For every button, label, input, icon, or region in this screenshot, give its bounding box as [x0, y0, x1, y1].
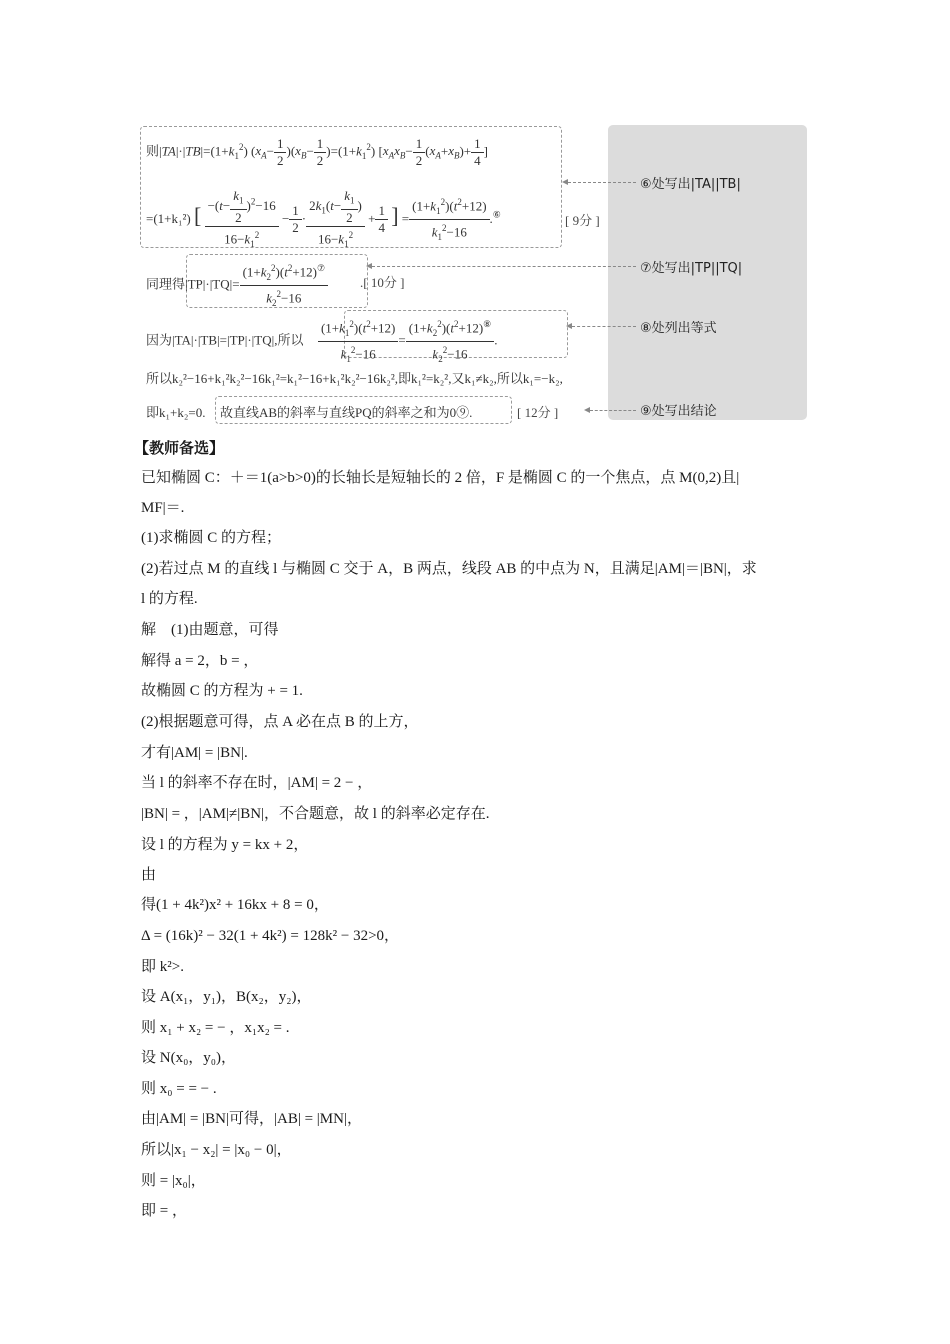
solution-line: 当 l 的斜率不存在时，|AM| = 2 − ，	[141, 775, 373, 791]
problem-q1: (1)求椭圆 C 的方程；	[141, 530, 281, 546]
section-title: 【教师备选】	[134, 439, 225, 457]
solution-line: Δ = (16k)² − 32(1 + 4k²) = 128k² − 32>0，	[141, 928, 400, 944]
formula-row-5: 所以k₂²−16+k₁²k₂²−16k₁²=k₁²−16+k₁²k₂²−16k₂²,即k₁²=k₂²,又k₁≠k₂,所以k₁=−k₂,	[146, 371, 563, 386]
formula-row-4: 因为|TA|·|TB|=|TP|·|TQ|,所以 $\frac{(1+k_1^2)(t^2+12)}{k_1^2-16}$ = $\frac{(1+k_2^2)(t^2+12)^⑧}{k_2^2-16}$ .	[146, 316, 497, 367]
formula-row-1: 则$|TA|\cdot|TB|=(1+k_1^2)$ ($x_A-$ $\frac{1}{2}$ )($x_B-$ $\frac{1}{2}$ )$=(1+k_1^2)$ [$x_Ax_B-$ $\frac{1}{2}$ $(x_A+x_B)+$ $\frac{1}{4}$ ]	[146, 136, 488, 168]
solution-line: 设 A(x₁，y₁)，B(x₂，y₂)，	[141, 989, 312, 1005]
solution-line: 解得 a = 2，b = ，	[141, 653, 259, 669]
solution-line: (2)根据题意可得，点 A 必在点 B 的上方，	[141, 714, 419, 730]
row3-prefix: 同理得|TP|·|TQ|=	[146, 276, 240, 292]
row2-left: =(1+k₁²)	[146, 210, 191, 226]
solution-line: 设 N(x₀，y₀)，	[141, 1050, 237, 1066]
score-10: .[ 10分 ]	[360, 275, 405, 290]
solution-line: 才有|AM| = |BN|.	[141, 745, 248, 761]
solution-line: 由	[141, 867, 157, 883]
solution-line: 所以|x₁ − x₂| = |x₀ − 0|，	[141, 1142, 292, 1158]
problem-line-2: MF|＝.	[141, 500, 185, 516]
arrow-6	[568, 182, 636, 183]
problem-q2a: (2)若过点 M 的直线 l 与椭圆 C 交于 A，B 两点，线段 AB 的中点为 N，且满足|AM|＝|BN|，求	[141, 561, 757, 577]
formula-row-6-prefix: 即k₁+k₂=0.	[146, 405, 206, 420]
arrow-7	[372, 266, 636, 267]
solution-line: 故椭圆 C 的方程为 + = 1.	[141, 683, 303, 699]
solution-line: |BN| = ，|AM|≠|BN|，不合题意，故 l 的斜率必定存在.	[141, 806, 490, 822]
formula-row-2: =(1+k₁²) [ −(t− $\frac{k_1}{2}$ )$^2$−16 $16-k_1^2$ − $\frac{1}{2}$ · $2k_1(t-$ $\frac{k_1}{2}$ ) $16-k_1^2$ + $\frac{1}{4}$ ] = $\frac{(1+k_1^2)(t^2+12)}{k_1^2-16}$ .⑥	[146, 188, 501, 249]
solution-line: 设 l 的方程为 y = kx + 2，	[141, 837, 309, 853]
annotation-6: ⑥处写出|TA||TB|	[640, 177, 741, 192]
solution-line: 即 k²>.	[141, 959, 184, 975]
solution-line: 则 x₁ + x₂ = − ，x₁x₂ = .	[141, 1020, 290, 1036]
annotation-9: ⑨处写出结论	[640, 404, 717, 419]
solution-line: 解 (1)由题意，可得	[141, 622, 279, 638]
problem-line-1: 已知椭圆 C：＋＝1(a>b>0)的长轴长是短轴长的 2 倍，F 是椭圆 C 的一个焦点，点 M(0,2)且|	[141, 470, 740, 486]
solution-line: 则 = |x₀|，	[141, 1173, 206, 1189]
formula-row-6-conclusion: 故直线AB的斜率与直线PQ的斜率之和为0⑨.	[220, 405, 473, 420]
score-12: [ 12分 ]	[517, 405, 559, 420]
solution-line: 即 = ，	[141, 1203, 187, 1219]
formula-row-3: 同理得|TP|·|TQ|= $\frac{(1+k_2^2)(t^2+12)^⑦}{k_2^2-16}$	[146, 260, 328, 311]
solution-line: 则 x₀ = = − .	[141, 1081, 217, 1097]
arrow-9	[590, 410, 636, 411]
problem-q2b: l 的方程.	[141, 591, 198, 607]
row4-prefix: 因为|TA|·|TB|=|TP|·|TQ|,所以	[146, 332, 304, 348]
arrow-8	[572, 326, 636, 327]
annotation-7: ⑦处写出|TP||TQ|	[640, 261, 743, 276]
solution-line: 由|AM| = |BN|可得，|AB| = |MN|，	[141, 1111, 362, 1127]
solution-line: 得(1 + 4k²)x² + 16kx + 8 = 0，	[141, 897, 329, 913]
score-9: [ 9分 ]	[565, 213, 600, 228]
annotation-8: ⑧处列出等式	[640, 321, 717, 336]
